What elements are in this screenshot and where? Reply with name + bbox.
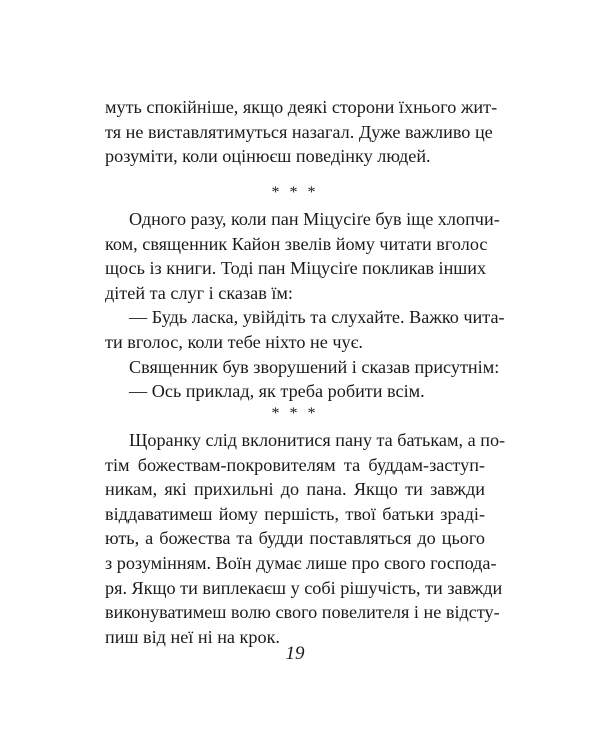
text-line: ком, священник Кайон звелів йому читати вголос [105,233,488,254]
text-line: розуміти, коли оцінюєш поведінку людей. [105,146,431,167]
text-line: Священник був зворушений і сказав присутнім: [129,356,500,377]
section-separator: * * * [271,405,319,422]
text-line: щось із книги. Тоді пан Міцусіґе покликав інших [105,258,487,279]
text-line: муть спокійніше, якщо деякі сторони їхнього жит- [105,97,498,117]
text-line: ря. Якщо ти виплекаєш у собі рішучість, ти завжди [105,577,503,598]
text-line: Щоранку слід вклонитися пану та батькам, а по- [129,430,506,450]
text-line: тя не виставлятимуться назагал. Дуже важливо це [105,121,493,142]
page-number: 19 [285,643,305,664]
text-line: віддаватимеш йому першість, твої батьки зраді- [105,503,485,524]
text-line: ють, а божества та будди поставляться до цього [105,528,485,549]
section-separator: * * * [271,184,319,201]
paragraph-continuation [105,95,498,169]
anecdote-mitsushige [105,207,505,404]
text-line: дітей та слуг і сказав їм: [105,282,293,303]
text-line: ти вголос, коли тебе ніхто не чує. [105,331,363,352]
text-line: — Будь ласка, увійдіть та слухайте. Важко чита- [129,307,505,328]
text-line: Одного разу, коли пан Міцусіґе був іще хлопчи- [129,209,500,229]
text-line: виконуватимеш волю свого повелителя і не відсту- [105,602,500,623]
text-line: пиш від неї ні на крок. [105,626,280,647]
text-line: тім божествам-покровителям та буддам-заступ- [105,454,485,475]
text-line: никам, які прихильні до пана. Якщо ти завжди [105,479,485,500]
text-line: — Ось приклад, як треба робити всім. [129,381,425,402]
text-line: з розумінням. Воїн думає лише про свого господа- [105,552,497,573]
paragraph-morning-bow [105,428,506,649]
